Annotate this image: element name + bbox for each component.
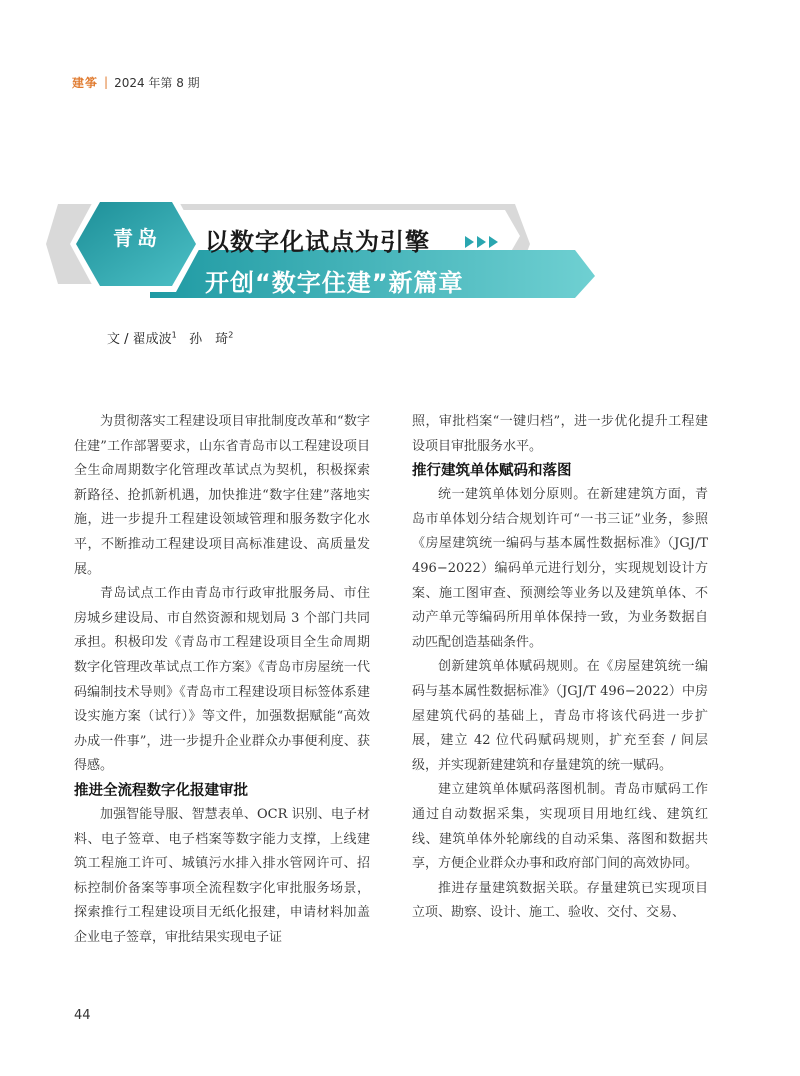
body-paragraph: 加强智能导服、智慧表单、OCR 识别、电子材料、电子签章、电子档案等数字能力支撑，上线建筑工程施工许可、城镇污水排入排水管网许可、招标控制价备案等事项全流程数字化审批服务场景，探索推行工程建设项目无纸化报建，申请材料加盖企业电子签章，审批结果实现电子证 <box>74 806 370 945</box>
left-column <box>74 410 370 950</box>
author-note: 2 <box>228 330 234 340</box>
header-separator: | <box>104 75 109 89</box>
journal-brand: 建筝 <box>72 75 99 90</box>
author-name: 孙 琦 <box>189 332 229 347</box>
body-paragraph: 建立建筑单体赋码落图机制。青岛市赋码工作通过自动数据采集，实现项目用地红线、建筑红线、建筑单体外轮廓线的自动采集、落图和数据共享，方便企业群众办事和政府部门间的高效协同。 <box>412 782 708 872</box>
triple-arrow-icon <box>465 236 499 248</box>
article-title-line1: 以数字化试点为引擎 <box>205 228 430 256</box>
section-heading: 推行建筑单体赋码和落图 <box>412 463 572 480</box>
running-header <box>72 72 200 92</box>
page-number: 44 <box>74 1008 91 1023</box>
city-badge: 青岛 <box>113 226 161 250</box>
body-paragraph: 青岛试点工作由青岛市行政审批服务局、市住房城乡建设局、市自然资源和规划局 3 个部门共同承担。积极印发《青岛市工程建设项目全生命周期数字化管理改革试点工作方案》《青岛市房屋统一代码编制技术导则》《青岛市工程建设项目标签体系建设实施方案（试行）》等文件，加强数据赋能“高效办成一件事”，进一步提升企业群众办事便利度、获得感。 <box>74 586 370 774</box>
body-paragraph: 统一建筑单体划分原则。在新建建筑方面，青岛市单体划分结合规划许可“一书三证”业务，参照《房屋建筑统一编码与基本属性数据标准》（JGJ/T 496−2022）编码单元进行划分，实现规划设计方案、施工图审查、预测绘等业务以及建筑单体、不动产单元等编码所用单体保持一致，为业务数据自动匹配创造基础条件。 <box>412 487 708 650</box>
body-paragraph-continued: 照，审批档案“一键归档”，进一步优化提升工程建设项目审批服务水平。 <box>412 414 708 454</box>
body-paragraph: 推进存量建筑数据关联。存量建筑已实现项目立项、勘察、设计、施工、验收、交付、交易、 <box>412 880 708 921</box>
byline <box>107 328 233 347</box>
issue-label: 2024 年第 8 期 <box>114 75 200 90</box>
author-name: 翟成波 <box>132 332 172 347</box>
article-title-line2: 开创“数字住建”新篇章 <box>205 269 464 297</box>
body-paragraph: 创新建筑单体赋码规则。在《房屋建筑统一编码与基本属性数据标准》（JGJ/T 496−2022）中房屋建筑代码的基础上，青岛市将该代码进一步扩展，建立 42 位代码赋码规则，扩充至套 / 间层级，并实现新建建筑和存量建筑的统一赋码。 <box>412 659 708 773</box>
body-paragraph: 为贯彻落实工程建设项目审批制度改革和“数字住建”工作部署要求，山东省青岛市以工程建设项目全生命周期数字化管理改革试点为契机，积极探索新路径、抢抓新机遇，加快推进“数字住建”落地实施，进一步提升工程建设领域管理和服务数字化水平，不断推动工程建设项目高标准建设、高质量发展。 <box>74 414 370 577</box>
right-column <box>412 410 708 926</box>
author-note: 1 <box>171 330 177 340</box>
byline-prefix: 文 / <box>107 332 133 347</box>
section-heading: 推进全流程数字化报建审批 <box>74 782 248 799</box>
